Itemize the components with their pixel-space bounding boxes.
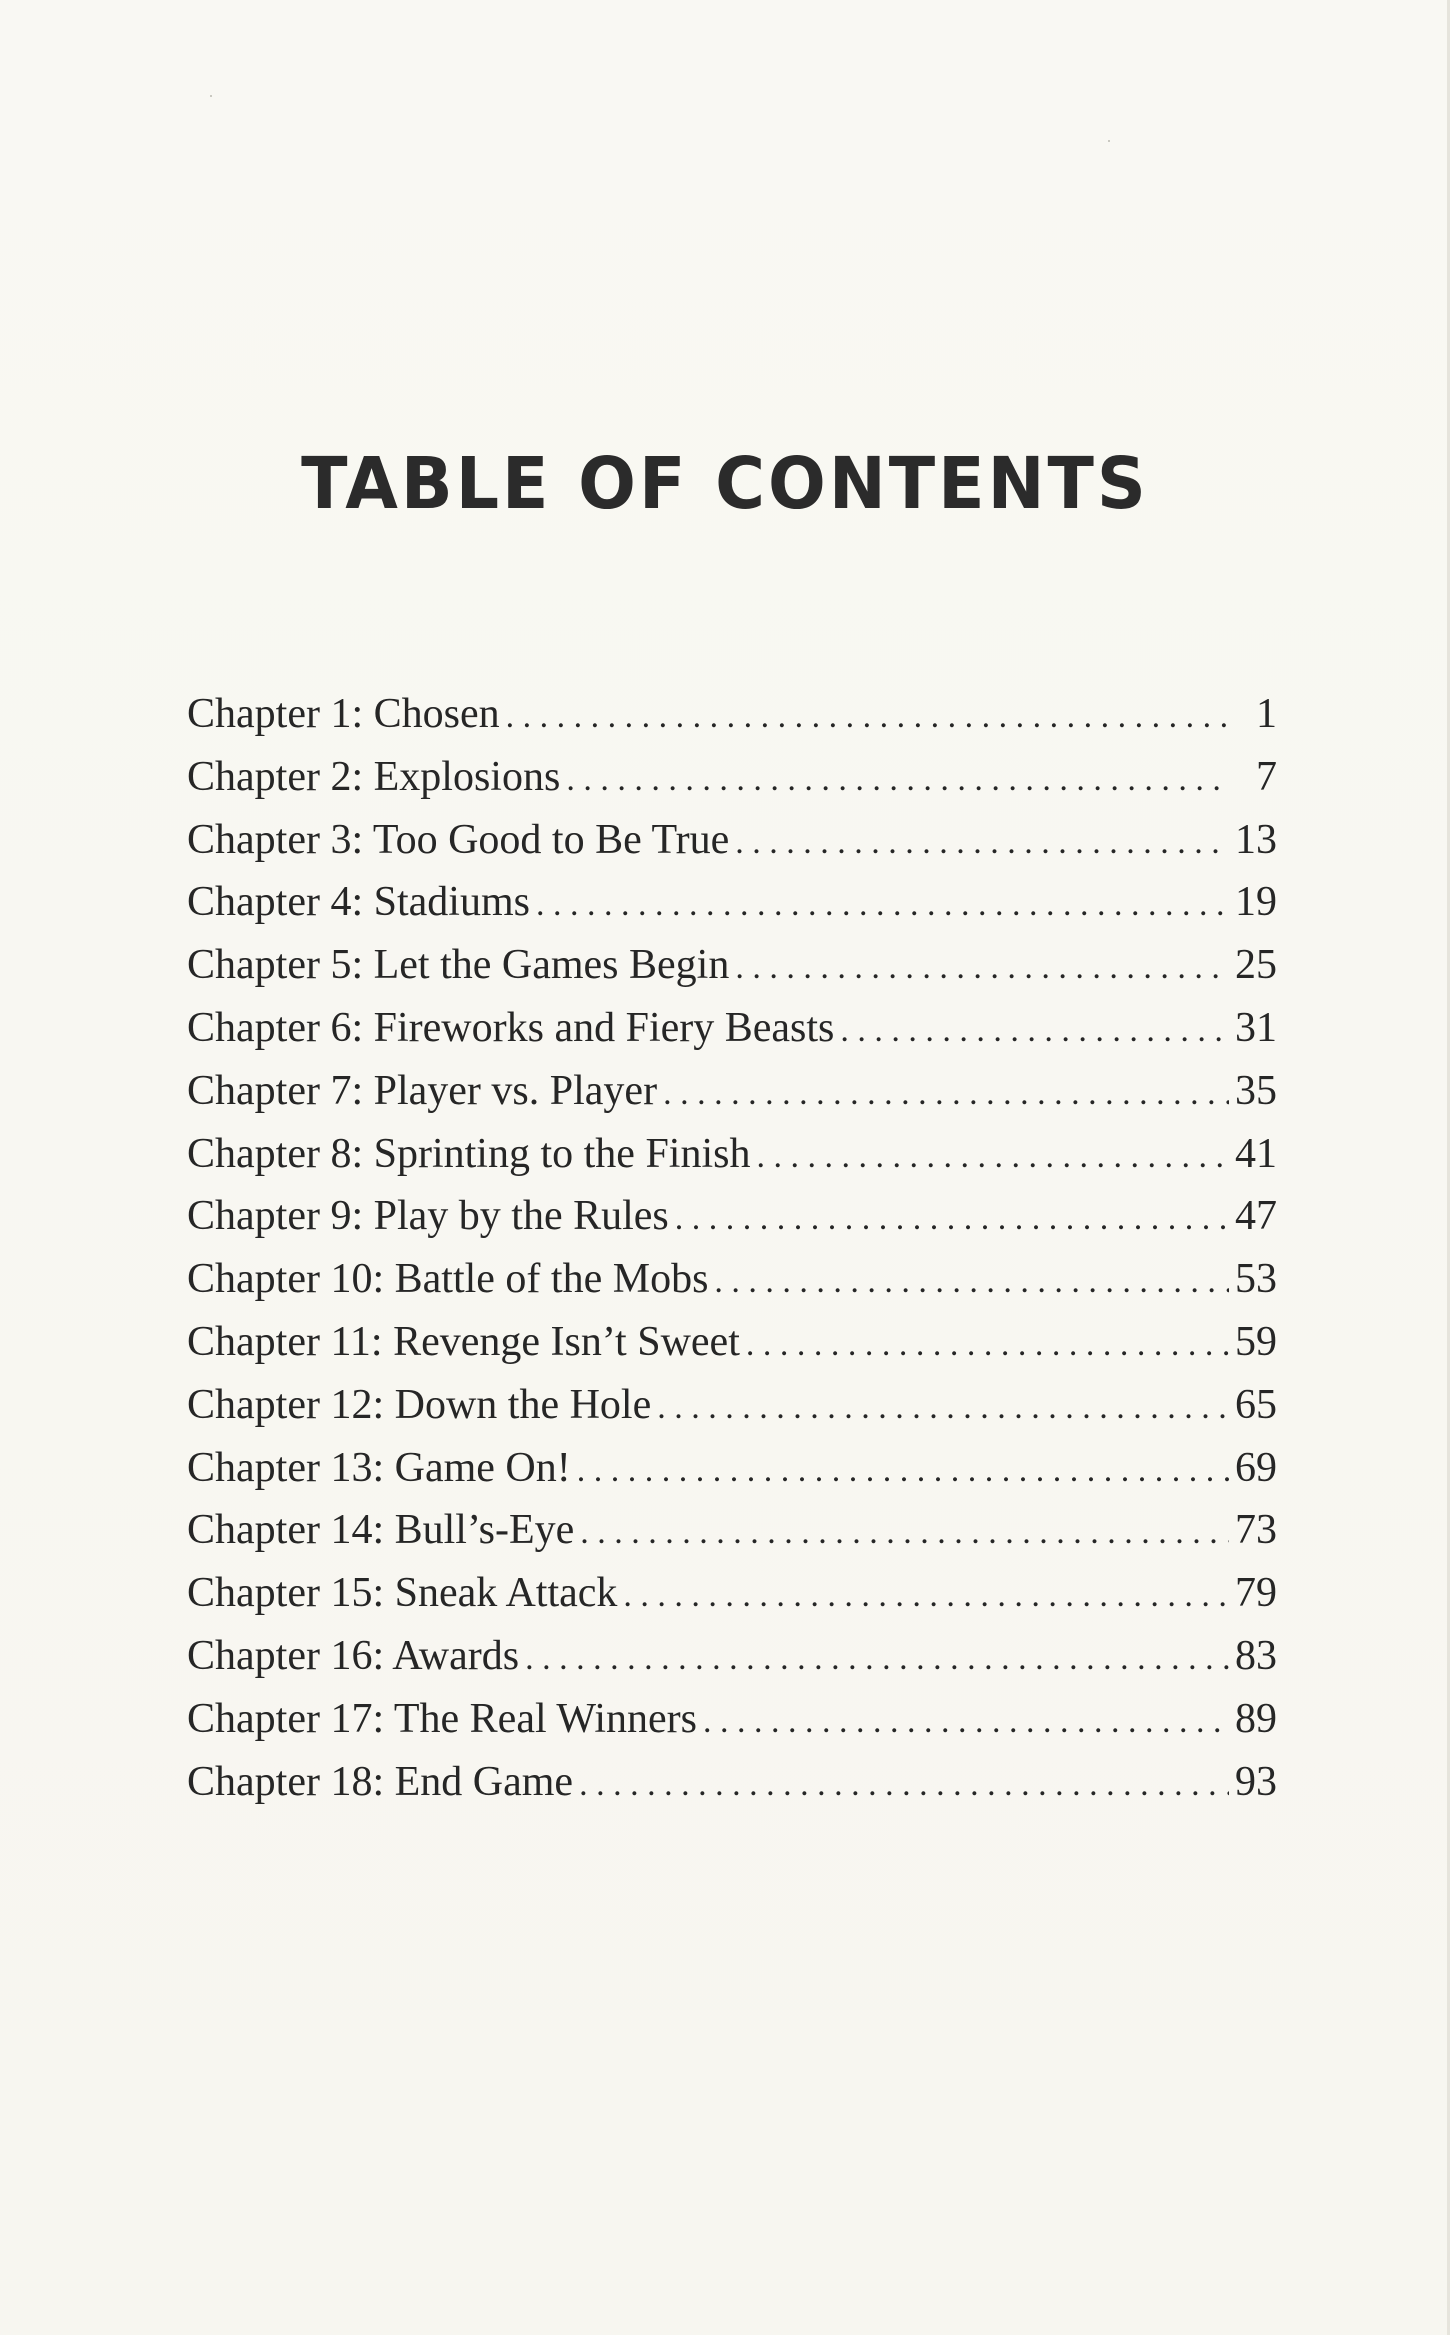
chapter-title: Chapter 15: Sneak Attack [187, 1570, 618, 1617]
dot-leader [579, 1754, 1229, 1817]
dot-leader [623, 1565, 1229, 1628]
chapter-title: Chapter 14: Bull’s-Eye [187, 1507, 575, 1554]
chapter-title: Chapter 11: Revenge Isn’t Sweet [187, 1318, 740, 1365]
page-number: 35 [1235, 1067, 1277, 1114]
toc-entry [187, 1185, 1277, 1248]
page-number: 47 [1235, 1193, 1277, 1240]
dot-leader [757, 1126, 1230, 1189]
toc-entry [187, 1374, 1277, 1437]
chapter-title: Chapter 16: Awards [187, 1632, 520, 1679]
dot-leader [735, 937, 1229, 1000]
chapter-title: Chapter 1: Chosen [187, 691, 500, 737]
dot-leader [566, 749, 1229, 812]
toc-entry [187, 997, 1277, 1060]
toc-entry [187, 1311, 1277, 1374]
dot-leader [675, 1188, 1229, 1251]
chapter-title: Chapter 6: Fireworks and Fiery Beasts [187, 1004, 835, 1051]
paper-speck [1108, 140, 1110, 142]
dot-leader [735, 812, 1229, 875]
page-number: 19 [1235, 879, 1277, 926]
toc-entry [187, 934, 1277, 997]
dot-leader [506, 686, 1229, 749]
toc-entry [187, 1437, 1277, 1500]
dot-leader [577, 1440, 1229, 1503]
toc-entry [187, 746, 1277, 809]
dot-leader [663, 1063, 1229, 1126]
chapter-title: Chapter 2: Explosions [187, 753, 561, 800]
toc-entry [187, 1499, 1277, 1562]
page-number: 83 [1235, 1632, 1277, 1679]
page-title: TABLE OF CONTENTS [301, 442, 1149, 526]
page-number: 93 [1235, 1758, 1277, 1805]
dot-leader [714, 1251, 1229, 1314]
toc-list [187, 683, 1277, 1813]
page-number: 25 [1235, 942, 1277, 989]
toc-entry [187, 1060, 1277, 1123]
page-number: 7 [1256, 753, 1277, 800]
dot-leader [525, 1628, 1229, 1691]
chapter-title: Chapter 17: The Real Winners [187, 1695, 697, 1742]
dot-leader [703, 1691, 1229, 1754]
dot-leader [536, 874, 1229, 937]
chapter-title: Chapter 9: Play by the Rules [187, 1193, 669, 1240]
page-number: 13 [1235, 816, 1277, 863]
dot-leader [580, 1502, 1229, 1565]
chapter-title: Chapter 12: Down the Hole [187, 1381, 652, 1428]
page-number: 41 [1235, 1130, 1277, 1177]
toc-entry [187, 1248, 1277, 1311]
chapter-title: Chapter 4: Stadiums [187, 879, 530, 926]
toc-entry [187, 871, 1277, 934]
dot-leader [840, 1000, 1229, 1063]
page-number: 1 [1256, 691, 1277, 737]
toc-entry [187, 683, 1277, 746]
chapter-title: Chapter 8: Sprinting to the Finish [187, 1130, 751, 1177]
toc-entry [187, 1625, 1277, 1688]
page-number: 65 [1235, 1381, 1277, 1428]
paper-speck [210, 95, 212, 97]
toc-entry [187, 1123, 1277, 1186]
chapter-title: Chapter 7: Player vs. Player [187, 1067, 658, 1114]
chapter-title: Chapter 5: Let the Games Begin [187, 942, 730, 989]
page-number: 79 [1235, 1570, 1277, 1617]
toc-entry [187, 1688, 1277, 1751]
chapter-title: Chapter 18: End Game [187, 1758, 574, 1805]
page-number: 69 [1235, 1444, 1277, 1491]
page-number: 31 [1235, 1004, 1277, 1051]
chapter-title: Chapter 3: Too Good to Be True [187, 816, 730, 863]
chapter-title: Chapter 13: Game On! [187, 1444, 571, 1491]
toc-entry [187, 1562, 1277, 1625]
dot-leader [657, 1377, 1229, 1440]
toc-entry [187, 809, 1277, 872]
page-number: 73 [1235, 1507, 1277, 1554]
page-number: 89 [1235, 1695, 1277, 1742]
page-number: 59 [1235, 1318, 1277, 1365]
chapter-title: Chapter 10: Battle of the Mobs [187, 1256, 709, 1303]
dot-leader [746, 1314, 1229, 1377]
page-number: 53 [1235, 1256, 1277, 1303]
toc-entry [187, 1751, 1277, 1814]
